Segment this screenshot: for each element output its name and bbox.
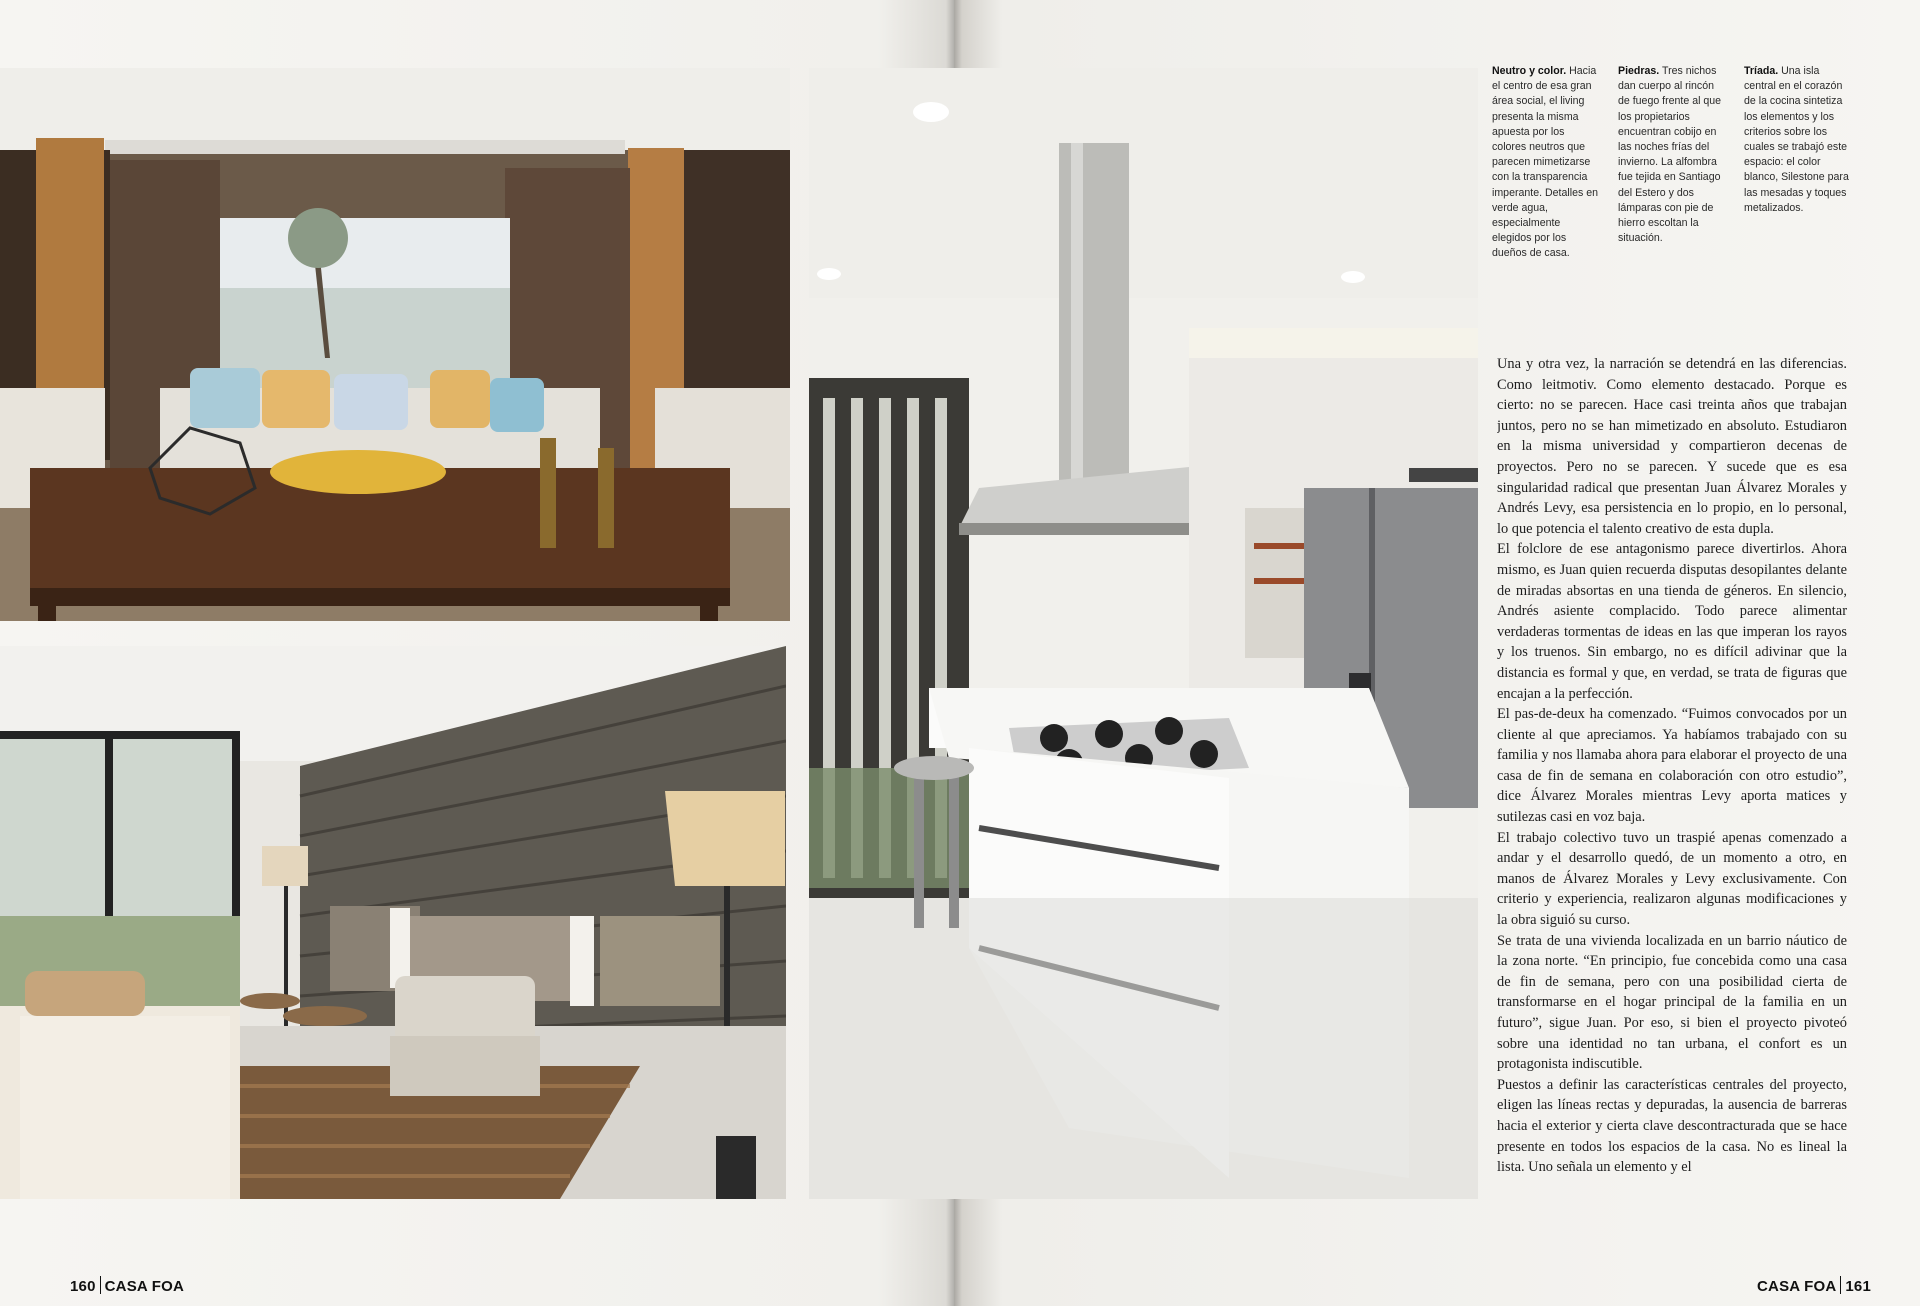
magazine-name: CASA FOA [1757,1278,1837,1295]
caption-text: Una isla central en el corazón de la cocina sintetiza los elementos y los criterios sobre los cuales se trabajó este espacio: el color blanco, Silestone para las mesadas y toques metalizados. [1744,65,1849,214]
page-number: 161 [1845,1278,1872,1295]
folio-divider [100,1276,101,1294]
left-folio [70,1276,184,1295]
caption-title: Tríada. [1744,65,1779,77]
fireplace-lounge-photo [0,646,786,1199]
kitchen-island-photo [809,68,1478,1199]
body-paragraph: El folclore de ese antagonismo parece divertirlos. Ahora mismo, es Juan quien recuerda disputas desopilantes delante de miradas absortas en una tienda de géneros. En silencio, Andrés asiente complacido. Todo parece alimentar verdaderas tormentas de ideas en las que imperan los rayos y los truenos. Sin embargo, no es difícil adivinar que la distancia es formal y que, en verdad, se trata de figuras que encajan a la perfección. [1497,541,1847,702]
caption-triada [1744,64,1852,274]
caption-title: Neutro y color. [1492,65,1567,77]
article-body [1497,354,1847,1198]
caption-text: Tres nichos dan cuerpo al rincón de fuego frente al que los propietarios encuentran cobijo en las noches frías del invierno. La alfombra fue tejida en Santiago del Estero y dos lámparas con pie de hierro escoltan la situación. [1618,65,1722,245]
living-room-photo [0,68,790,621]
photo-captions [1492,64,1852,274]
caption-piedras [1618,64,1726,274]
caption-neutro-y-color [1492,64,1600,274]
body-paragraph: Puestos a definir las características centrales del proyecto, eligen las líneas rectas y depuradas, la ausencia de barreras hacia el exterior y cierta clave descontracturada que se hace presente en todos los espacios de la casa. No es lineal la lista. Uno señala un elemento y el [1497,1076,1847,1176]
body-paragraph: El trabajo colectivo tuvo un traspié apenas comenzado a andar y el desarrollo quedó, de un momento a otro, en manos de Álvarez Morales y Levy exclusivamente. Con criterio y experiencia, realizaron algunas modificaciones y la obra siguió su curso. [1497,829,1847,929]
body-paragraph: Se trata de una vivienda localizada en un barrio náutico de la zona norte. “En principio, fue concebida como una casa de fin de semana, pero con una posibilidad cierta de transformarse en el hogar principal de la familia en un futuro”, sigue Juan. Por eso, si bien el proyecto pivoteó sobre una identidad no tan urbana, el confort es un protagonista indiscutible. [1497,932,1847,1073]
caption-title: Piedras. [1618,65,1660,77]
right-folio [1757,1276,1871,1295]
folio-divider [1840,1276,1841,1294]
body-paragraph: Una y otra vez, la narración se detendrá en las diferencias. Como leitmotiv. Como elemento destacado. Porque es cierto: no se parecen. Hace casi treinta años que trabajan juntos, pero no se han mimetizado en absoluto. Estudiaron en la misma universidad y compartieron decenas de proyectos. Pero no se parecen. Y sucede que es esa singularidad radical que presentan Juan Álvarez Morales y Andrés Levy, esa persistencia en lo propio, en lo personal, lo que potencia el talento creativo de esta dupla. [1497,356,1847,537]
magazine-name: CASA FOA [104,1278,185,1295]
caption-text: Hacia el centro de esa gran área social, el living presenta la misma apuesta por los colores neutros que parecen mimetizarse con la transparencia imperante. Detalles en verde agua, especialmente elegidos por los dueños de casa. [1492,65,1598,260]
body-paragraph: El pas-de-deux ha comenzado. “Fuimos convocados por un cliente al que apreciamos. Ya habíamos trabajado con su familia y nos llamaba ahora para elaborar el proyecto de una casa de fin de semana en colaboración con otro estudio”, dice Álvarez Morales mientras Levy aporta matices y sutilezas casi en voz baja. [1497,706,1847,826]
page-number: 160 [70,1278,96,1295]
